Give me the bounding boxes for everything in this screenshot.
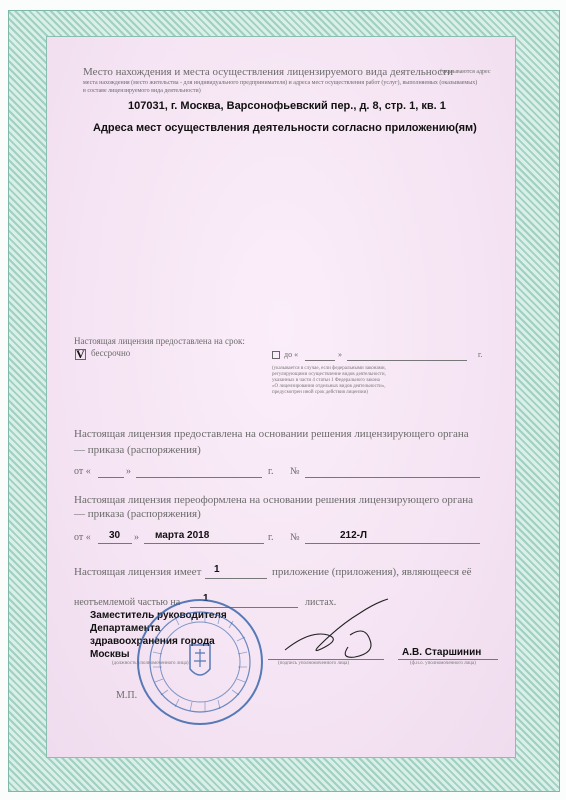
basis-quote: » [126, 466, 131, 477]
basis-month-line [136, 477, 262, 478]
reissue-text: Настоящая лицензия переоформлена на основании решения лицензирующего органа [74, 494, 473, 506]
official-seal [135, 597, 265, 727]
license-address: 107031, г. Москва, Варсонофьевский пер., д. 8, стр. 1, кв. 1 [128, 100, 446, 112]
attachments-suffix: приложение (приложения), являющееся её [272, 566, 472, 578]
position-note: (должность уполномоченного лица) [112, 661, 189, 666]
attachments-count: 1 [214, 564, 220, 575]
reissue-number-sign: № [290, 532, 300, 543]
checkbox-until [272, 351, 280, 359]
signature-note: (подпись уполномоченного лица) [278, 661, 350, 666]
basis-text: — приказа (распоряжения) [74, 444, 201, 456]
attachments-sheets: 1 [203, 593, 209, 604]
reissue-month-year: марта 2018 [155, 530, 210, 541]
term-note: предусмотрен иной срок действия лицензии) [272, 390, 368, 395]
basis-day-line [98, 477, 124, 478]
signatory-position: здравоохранения города [90, 636, 215, 647]
reissue-day: 30 [109, 530, 121, 541]
signatory-position: Департамента [90, 623, 161, 634]
until-quote: » [338, 350, 342, 359]
name-line [398, 659, 498, 660]
checkbox-indefinite [75, 349, 86, 360]
signatory-name: А.В. Старшинин [402, 647, 482, 658]
reissue-number: 212-Л [340, 530, 368, 541]
until-day-line [305, 360, 335, 361]
attachments-prefix: Настоящая лицензия имеет [74, 566, 202, 578]
reissue-number-line [305, 543, 480, 544]
basis-number-sign: № [290, 466, 300, 477]
location-note: в составе лицензируемого вида деятельности) [83, 88, 201, 94]
reissue-quote: » [134, 532, 139, 543]
term-note: «О лицензировании отдельных видов деятельности», [272, 384, 386, 389]
term-note: указанных в части 4 статьи 1 Федерального закона [272, 378, 380, 383]
location-note: (указываются адрес [440, 69, 491, 75]
signatory-position: Москвы [90, 649, 130, 660]
basis-number-line [305, 477, 480, 478]
seal-label: М.П. [116, 690, 138, 701]
basis-year: г. [268, 466, 274, 477]
reissue-month-line [144, 543, 264, 544]
basis-text: Настоящая лицензия предоставлена на основании решения лицензирующего органа [74, 428, 469, 440]
appendix-addresses: Адреса мест осуществления деятельности согласно приложению(ям) [93, 122, 477, 134]
until-prefix: до « [284, 350, 299, 359]
until-year: г. [478, 350, 483, 359]
attachments-sheets-label: листах. [305, 597, 337, 608]
reissue-day-line [98, 543, 132, 544]
indefinite-label: бессрочно [91, 348, 131, 358]
reissue-from: от « [74, 532, 91, 543]
checkbox-mark: V [76, 347, 85, 361]
attachments-line2: неотъемлемой частью на [74, 597, 181, 608]
handwritten-signature [280, 595, 400, 665]
term-label: Настоящая лицензия предоставлена на срок: [74, 336, 245, 346]
signatory-position: Заместитель руководителя [90, 610, 227, 621]
basis-from: от « [74, 466, 91, 477]
until-month-line [347, 360, 467, 361]
location-label: Место нахождения и места осуществления лицензируемого вида деятельности [83, 66, 453, 78]
reissue-year: г. [268, 532, 274, 543]
location-note: места нахождения (место жительства - для индивидуального предпринимателя) и адреса мест осуществления работ (услуг), выполняемых (оказываемых) [83, 80, 478, 86]
attachments-count-line [205, 578, 267, 579]
term-note: (указывается в случае, если федеральными законами, [272, 366, 386, 371]
name-note: (ф.и.о. уполномоченного лица) [410, 661, 476, 666]
reissue-text: — приказа (распоряжения) [74, 508, 201, 520]
term-note: регулирующими осуществление видов деятельности, [272, 372, 386, 377]
